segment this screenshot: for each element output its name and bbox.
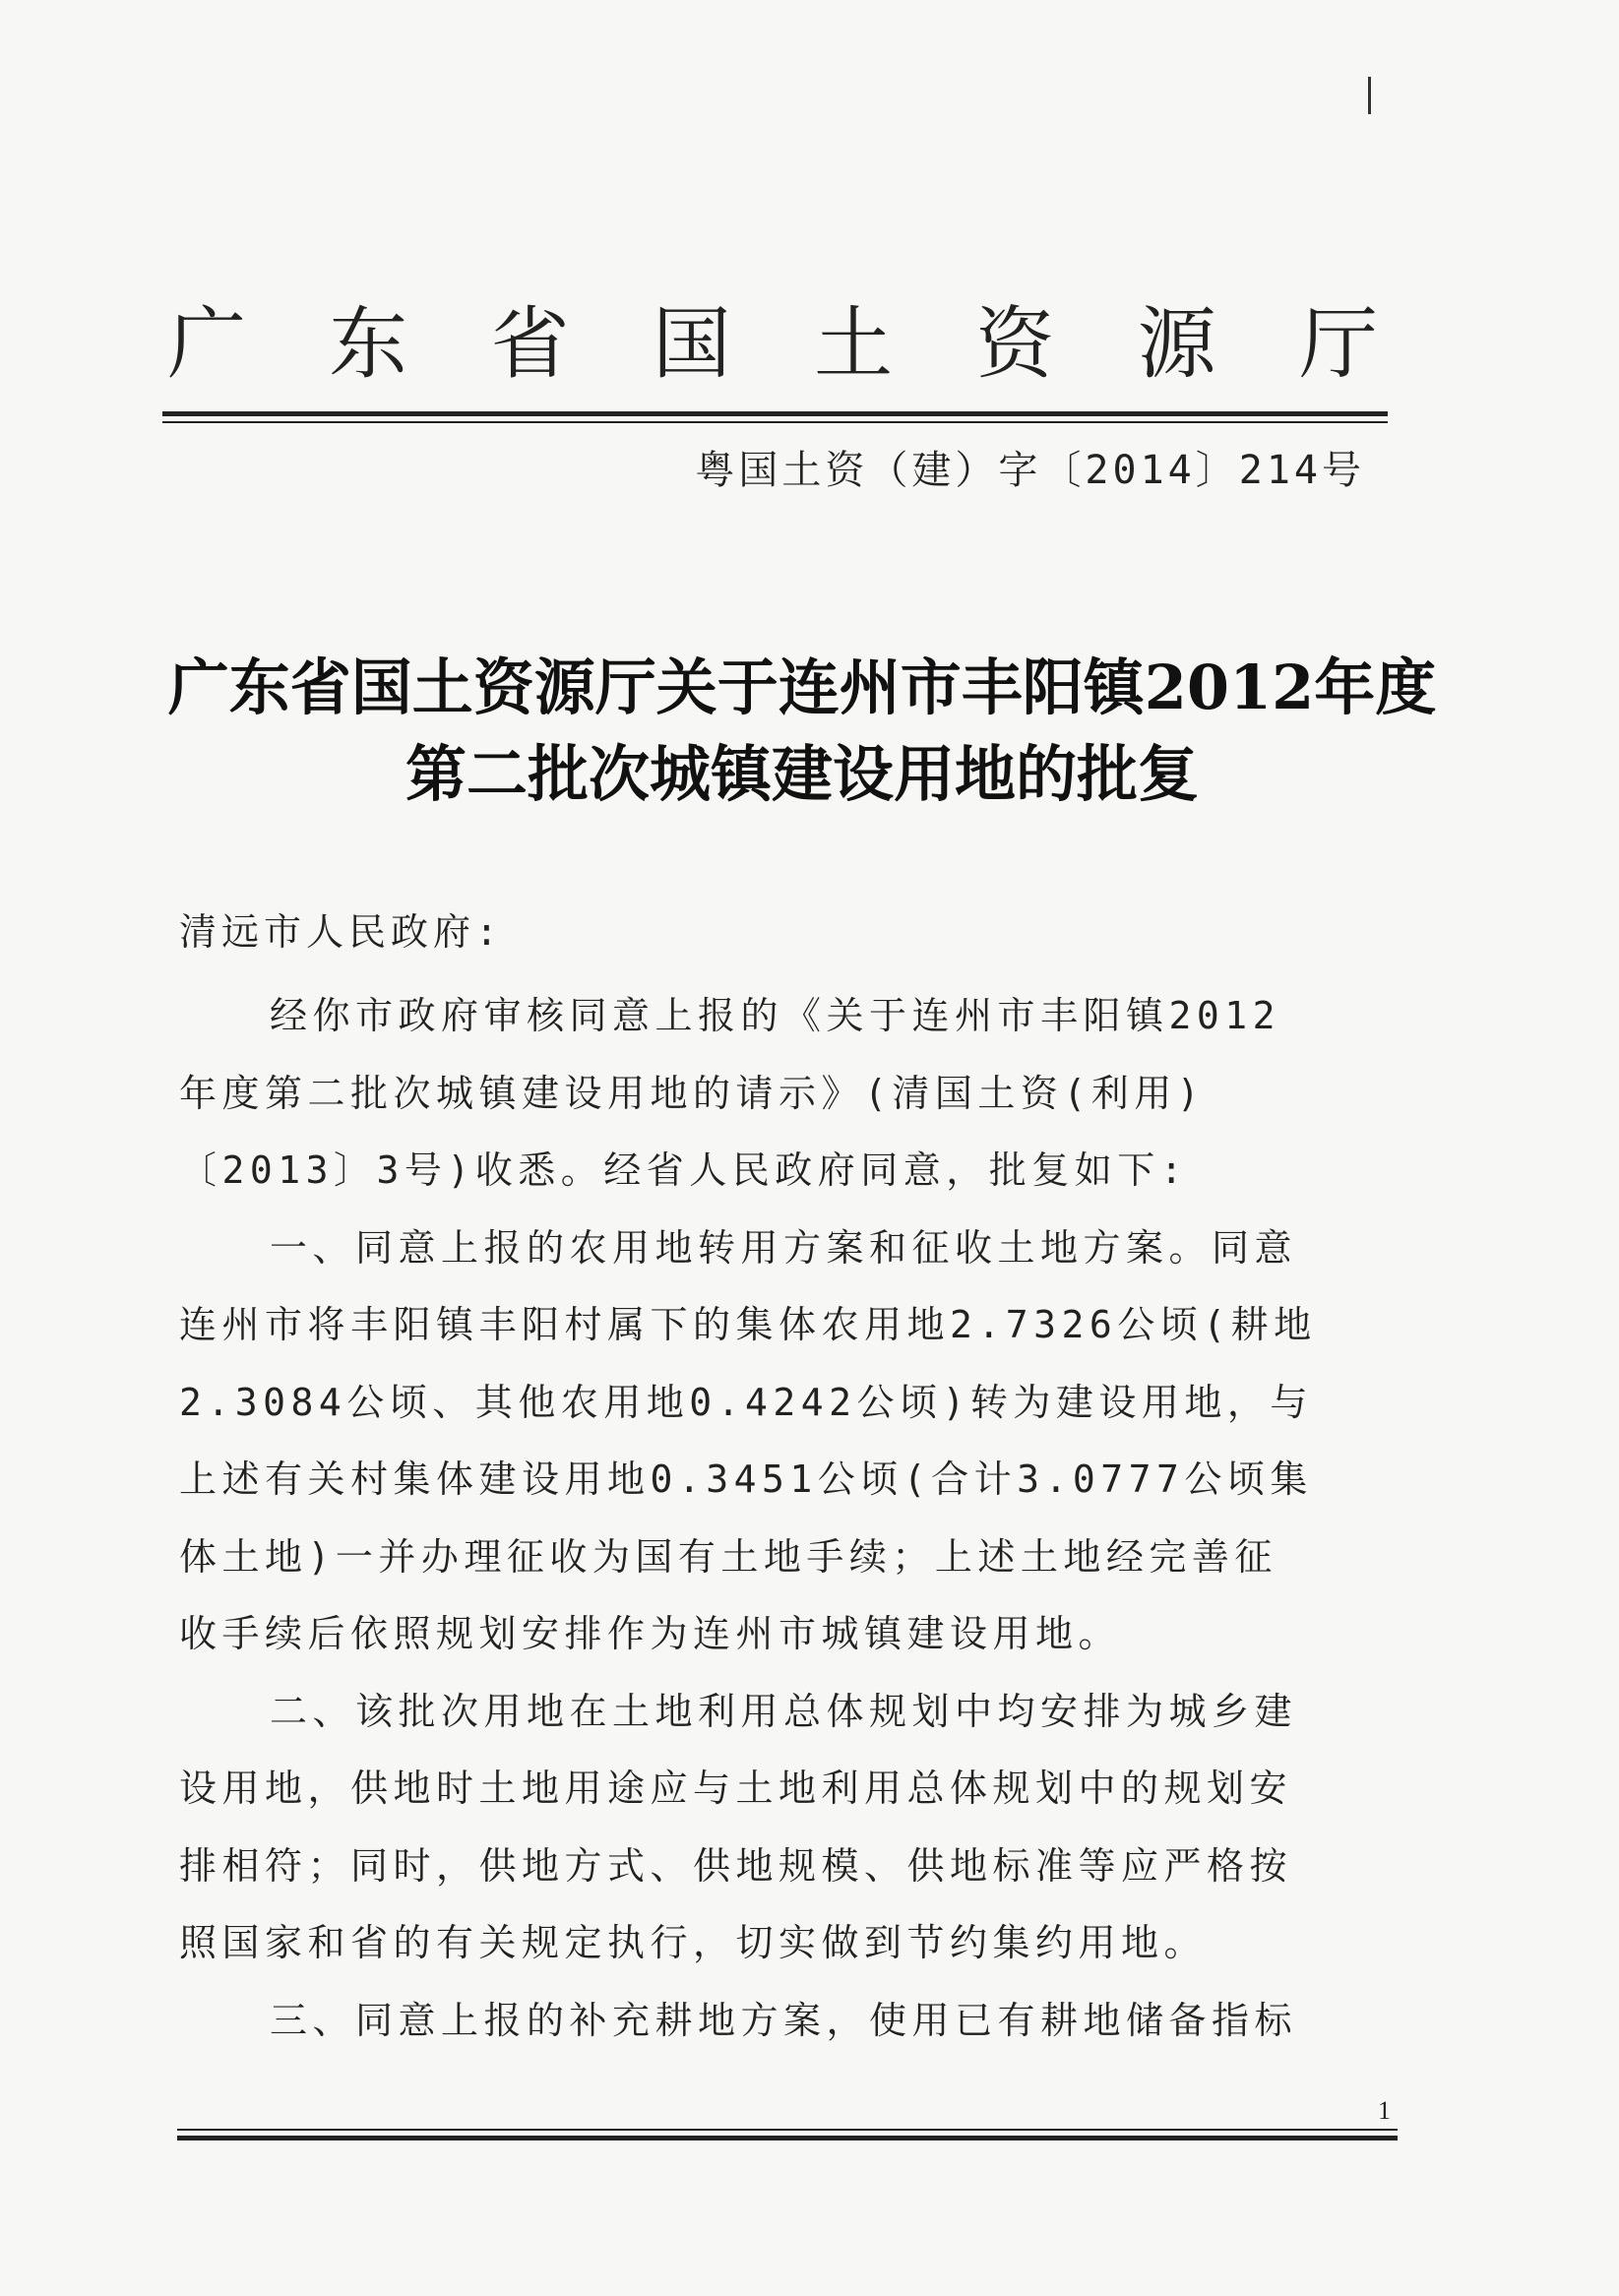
header-char: 国 [652, 298, 731, 390]
body-line: 一、同意上报的农用地转用方案和征收土地方案。同意 [270, 1225, 1298, 1270]
header-char: 广 [167, 298, 246, 390]
header-rule-thin [162, 421, 1388, 423]
body-line: 三、同意上报的补充耕地方案，使用已有耕地储备指标 [270, 1998, 1298, 2042]
header-char: 省 [490, 298, 570, 390]
header-char: 土 [814, 298, 894, 390]
body-line: 二、该批次用地在土地利用总体规划中均安排为城乡建 [270, 1689, 1298, 1733]
body-line: 设用地，供地时土地用途应与土地利用总体规划中的规划安 [179, 1767, 1293, 1810]
body-line: 上述有关村集体建设用地0.3451公顷(合计3.0777公顷集 [179, 1458, 1313, 1501]
document-number: 粤国土资（建）字〔2014〕214号 [695, 448, 1365, 493]
page-number: 1 [1378, 2096, 1391, 2125]
body-line: 体土地)一并办理征收为国有土地手续；上述土地经完善征 [179, 1534, 1277, 1579]
body-line: 〔2013〕3号)收悉。经省人民政府同意，批复如下: [179, 1148, 1189, 1192]
title-line-2: 第二批次城镇建设用地的批复 [405, 738, 1199, 810]
corner-mark [1368, 77, 1371, 114]
document-title [148, 645, 1457, 818]
body-line: 经你市政府审核同意上报的《关于连州市丰阳镇2012 [270, 994, 1281, 1037]
footer-rule-thick [177, 2136, 1398, 2141]
header-rule-thick [162, 411, 1388, 416]
header-char: 源 [1137, 298, 1216, 390]
footer-rule-thin [177, 2129, 1398, 2131]
body-line: 排相符；同时，供地方式、供地规模、供地标准等应严格按 [179, 1843, 1293, 1888]
title-line-1: 广东省国土资源厅关于连州市丰阳镇2012年度 [167, 652, 1437, 723]
body-line: 2.3084公顷、其他农用地0.4242公顷)转为建设用地，与 [179, 1380, 1313, 1424]
body-text [179, 977, 1390, 2059]
header-char: 厅 [1298, 298, 1378, 390]
organization-header [167, 295, 1378, 394]
header-char: 资 [975, 298, 1055, 390]
body-line: 连州市将丰阳镇丰阳村属下的集体农用地2.7326公顷(耕地 [179, 1303, 1317, 1346]
addressee: 清远市人民政府: [179, 910, 503, 954]
body-line: 照国家和省的有关规定执行，切实做到节约集约用地。 [179, 1921, 1208, 1964]
body-line: 收手续后依照规划安排作为连州市城镇建设用地。 [179, 1612, 1122, 1655]
header-char: 东 [329, 298, 408, 390]
body-line: 年度第二批次城镇建设用地的请示》(清国土资(利用) [179, 1071, 1206, 1115]
